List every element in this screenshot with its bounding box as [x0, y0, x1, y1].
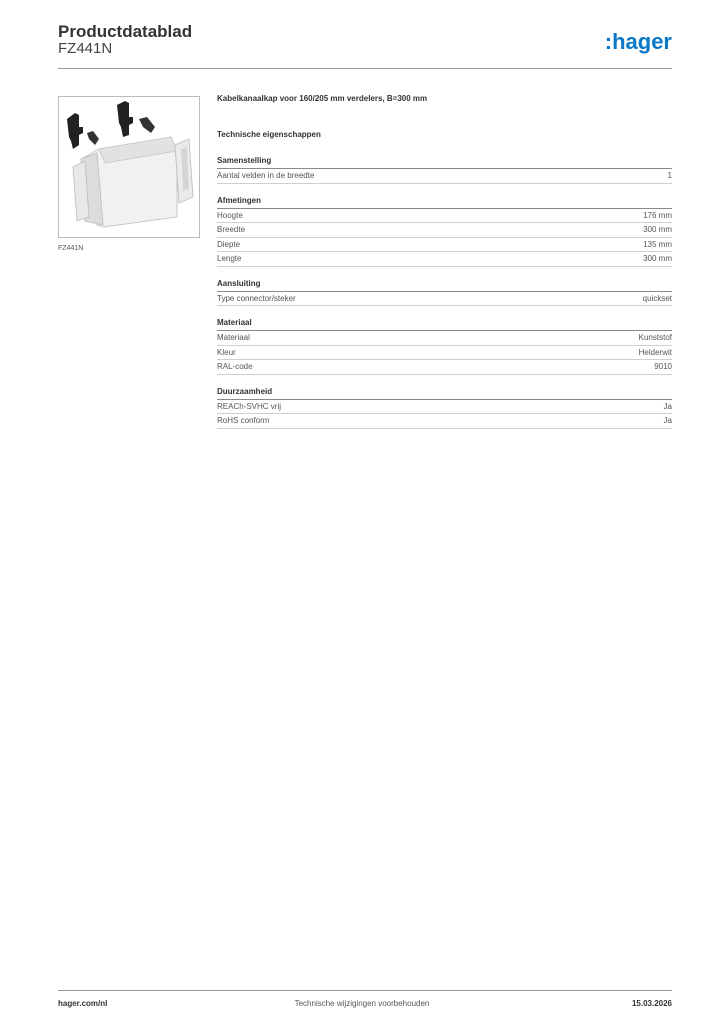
- spec-value: quickset: [642, 293, 672, 303]
- spec-row: [217, 400, 672, 415]
- product-description: Kabelkanaalkap voor 160/205 mm verdelers, B=300 mm: [217, 94, 428, 103]
- spec-value: Kunststof: [638, 333, 672, 342]
- image-caption: FZ441N: [58, 245, 84, 252]
- spec-label: REACh-SVHC vrij: [217, 401, 282, 411]
- spec-value: 9010: [654, 362, 672, 371]
- spec-value: 176 mm: [643, 210, 672, 220]
- spec-label: Materiaal: [217, 333, 250, 342]
- spec-value: 300 mm: [643, 254, 672, 263]
- spec-label: Lengte: [217, 254, 242, 263]
- technical-properties-heading: Technische eigenschappen: [217, 130, 321, 139]
- spec-value: 1: [667, 171, 672, 180]
- spec-label: Breedte: [217, 225, 246, 234]
- spec-section: [217, 196, 672, 267]
- footer-date: 15.03.2026: [631, 999, 672, 1008]
- spec-label: RAL-code: [217, 362, 253, 371]
- spec-sections: [217, 156, 672, 429]
- product-image-drawing: [59, 97, 199, 237]
- spec-row: [217, 238, 672, 253]
- spec-row: [217, 331, 672, 346]
- spec-content: [217, 94, 672, 429]
- header-divider: [58, 68, 672, 69]
- spec-value: Ja: [663, 401, 672, 411]
- spec-row: [217, 360, 672, 375]
- hager-logo: [592, 28, 672, 56]
- spec-value: Helderwit: [638, 347, 672, 357]
- spec-row: [217, 252, 672, 267]
- section-title: Duurzaamheid: [217, 387, 672, 400]
- spec-label: Hoogte: [217, 210, 243, 220]
- product-code: FZ441N: [58, 40, 113, 57]
- spec-label: Diepte: [217, 239, 241, 249]
- spec-row: [217, 414, 672, 429]
- spec-row: [217, 292, 672, 307]
- spec-row: [217, 169, 672, 184]
- footer-divider: [58, 990, 672, 991]
- spec-section: [217, 156, 672, 184]
- spec-row: [217, 223, 672, 238]
- spec-label: Kleur: [217, 347, 236, 357]
- spec-label: Aantal velden in de breedte: [217, 171, 315, 180]
- spec-value: Ja: [663, 416, 672, 425]
- spec-section: [217, 318, 672, 375]
- spec-label: RoHS conform: [217, 416, 270, 425]
- spec-value: 300 mm: [643, 225, 672, 234]
- spec-value: 135 mm: [643, 239, 672, 249]
- spec-label: Type connector/steker: [217, 293, 296, 303]
- spec-section: [217, 387, 672, 429]
- spec-section: [217, 279, 672, 307]
- footer-website[interactable]: hager.com/nl: [58, 999, 108, 1008]
- logo-text: :hager: [604, 29, 672, 54]
- section-title: Aansluiting: [217, 279, 672, 292]
- spec-row: [217, 346, 672, 361]
- section-title: Samenstelling: [217, 156, 672, 169]
- page-title: Productdatablad: [58, 22, 193, 41]
- section-title: Materiaal: [217, 318, 672, 331]
- footer-disclaimer: Technische wijzigingen voorbehouden: [294, 999, 430, 1008]
- section-title: Afmetingen: [217, 196, 672, 209]
- product-image: [58, 96, 200, 238]
- spec-row: [217, 209, 672, 224]
